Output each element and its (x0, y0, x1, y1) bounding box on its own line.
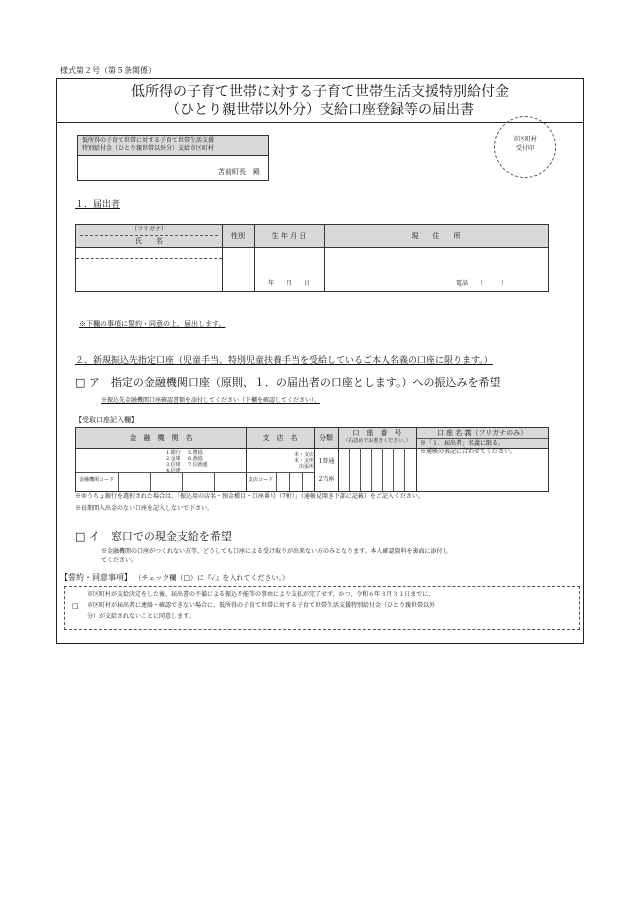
consent-note: ※下欄の事項に誓約・同意の上、届出します。 (79, 320, 226, 328)
pledge-box (64, 586, 580, 630)
pledge-checkbox[interactable]: □ (72, 602, 79, 610)
dormant-account-note: ※長期間入出金のない口座を記入しないで下さい。 (75, 505, 214, 512)
pledge-line3: 分）が支給されないことに同意します。 (87, 613, 195, 620)
address-field[interactable] (325, 248, 548, 278)
name-header: 氏 名 (135, 237, 163, 245)
stamp-line1: 市区町村 (512, 136, 537, 143)
japan-post-note: ※ゆうちょ銀行を選択された場合は、「振込用の店名・預金種目・口座番号（7桁）」（通帳見開き下部に記載）をご記入ください。 (75, 493, 424, 500)
addressee-recipient: 苫前町長 殿 (218, 168, 260, 176)
name-field[interactable] (76, 259, 222, 291)
addressee-box (77, 135, 269, 181)
addressee-line1: 低所得の子育て世帯に対する子育て世帯生活支援 (82, 137, 215, 144)
section2-heading: ２、新規振込先指定口座（児童手当、特別児童扶養手当を受給しているご本人名義の口座に限ります。） (75, 356, 493, 366)
bank-name-field[interactable] (80, 448, 168, 471)
pledge-heading-note: （チェック欄（□）に『✓』を入れてください。） (134, 574, 289, 582)
form-number: 様式第２号（第５条関係） (60, 66, 156, 75)
phone-field[interactable]: 電話 （ ） (456, 280, 508, 287)
branch-header: 支 店 名 (262, 434, 298, 442)
birthdate-header: 生 年 月 日 (271, 232, 307, 240)
account-type-header: 分類 (319, 434, 333, 442)
option-i-note-line2: てください。 (101, 557, 138, 564)
applicant-table (75, 224, 549, 292)
furigana-header: （フリガナ） (131, 226, 167, 233)
pledge-line2: 市区町村が届出者に連絡・確認できない場合に、低所得の子育て世帯に対する子育て世帯生活支援特別給付金（ひとり親世帯以外 (87, 602, 436, 609)
birthdate-field[interactable]: 年 月 日 (267, 280, 310, 287)
furigana-field[interactable] (76, 248, 222, 259)
form-title-line2: （ひとり親世帯以外分）支給口座登録等の届出書 (166, 102, 474, 118)
section1-heading: １．届出者 (75, 200, 121, 210)
option-a[interactable]: □ ア 指定の金融機関口座（原則、１．の届出者の口座とします。）への振込みを希望 (75, 376, 501, 389)
branch-code-boxes[interactable] (276, 472, 314, 491)
bank-code-label: 金融機関コード (79, 477, 115, 483)
address-header: 現 住 所 (411, 232, 461, 240)
account-number-boxes[interactable] (338, 448, 416, 491)
branch-code-label: 支店コード (248, 477, 274, 483)
holder-note-1: ※「１．届出者」名義に限る。 (420, 440, 505, 447)
branch-type-options[interactable]: 本・支店 本・支所 出張所 (293, 452, 314, 470)
holder-name-field[interactable] (417, 458, 548, 491)
holder-header: 口 座 名 義（フリガナのみ） (436, 429, 528, 437)
account-table: 金 融 機 関 名 支 店 名 分類 口 座 番 号 （右詰めでお書きください。） 口 座 名 義（フリガナのみ） 1.銀行 2.金庫 3.信組 4.信連 5.農協 6.漁協 7.信漁連 金融機関コード 本・支店 本・支所 出張所 支店コード 1普通 2当座 ※「１．届出者」名義に限る。 ※通帳の表記に合わせてください。 (75, 427, 549, 492)
option-i[interactable]: □ イ 窓口での現金支給を希望 (75, 530, 232, 543)
option-a-note: ※振込先金融機関口座確認書類を添付してください（下欄を確認してください）。 (101, 397, 321, 404)
pledge-heading (60, 573, 289, 583)
sex-field[interactable] (223, 248, 254, 291)
account-type-current[interactable]: 2当座 (318, 476, 335, 483)
account-table-label: 【受取口座記入欄】 (75, 416, 138, 424)
branch-name-field[interactable] (248, 448, 288, 471)
account-number-header: 口 座 番 号 (352, 429, 402, 437)
form-title-line1: 低所得の子育て世帯に対する子育て世帯生活支援特別給付金 (131, 84, 509, 100)
sex-header: 性別 (231, 232, 245, 240)
bank-code-boxes[interactable] (118, 472, 246, 491)
holder-note-2: ※通帳の表記に合わせてください。 (420, 448, 517, 455)
pledge-heading-title: 【誓約・同意事項】 (60, 573, 132, 582)
account-number-subheader: （右詰めでお書きください。） (343, 438, 411, 444)
stamp-line2: 受付印 (515, 145, 534, 152)
option-i-note-line1: ※金融機関の口座がつくれない方等、どうしても口座による受け取りが出来ない方のみとなります。本人確認資料を裏面に添付し (101, 548, 449, 555)
bank-header: 金 融 機 関 名 (129, 434, 193, 442)
reception-stamp-circle (494, 116, 556, 178)
pledge-line1: 市区町村が支給決定をした後、届出書の不備による振込不能等の事由により支払が完了せず、かつ、令和６年３月３１日までに、 (87, 591, 435, 598)
account-type-ordinary[interactable]: 1普通 (318, 458, 335, 465)
addressee-line2: 特別給付金（ひとり親世帯以外分）支給市区町村 (82, 145, 215, 152)
